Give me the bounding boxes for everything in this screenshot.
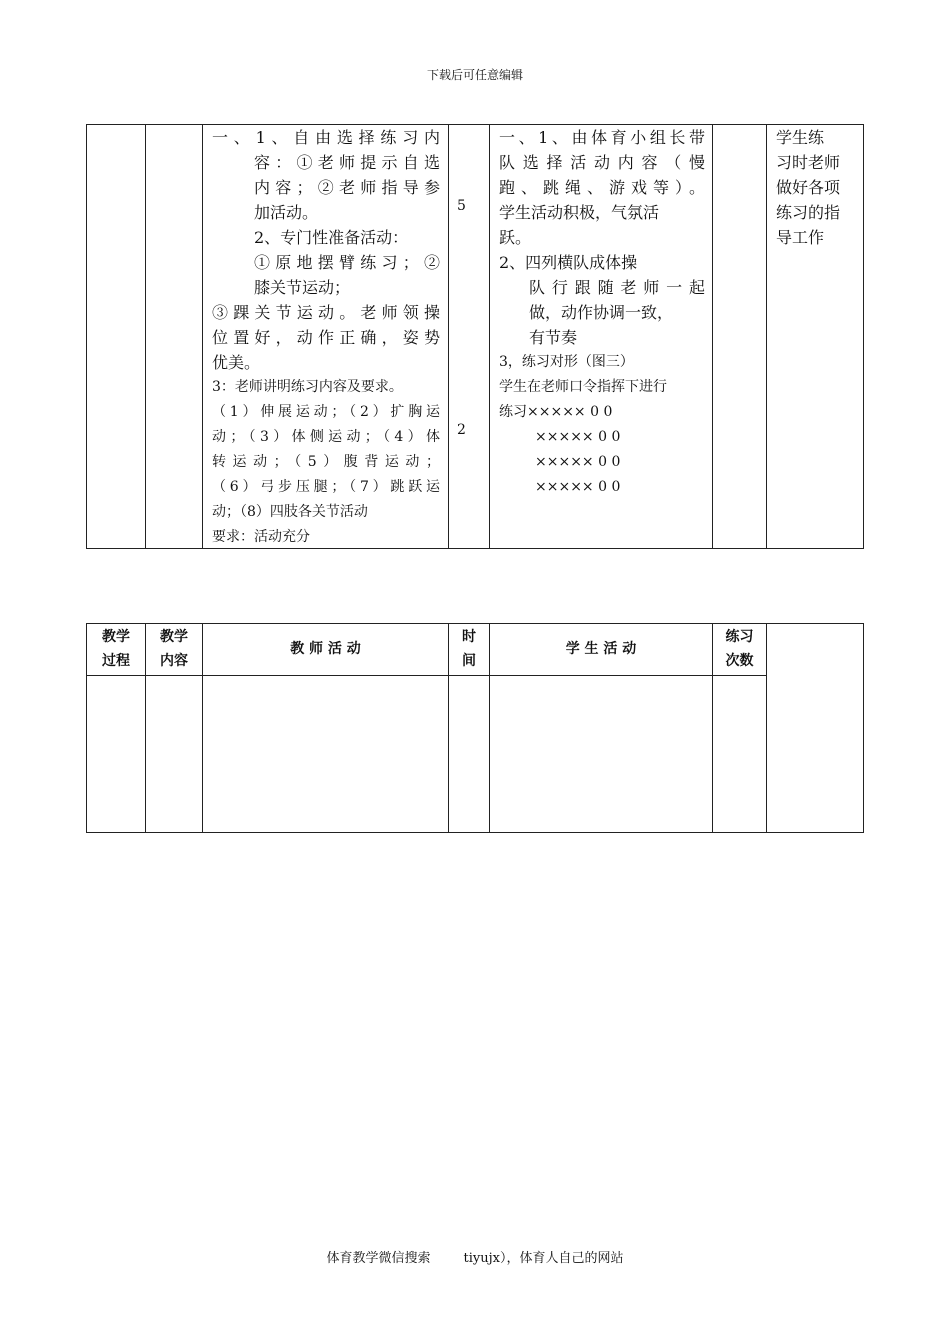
- time-value: 5: [457, 198, 466, 214]
- teacher-line: 内容；②老师指导参: [254, 178, 440, 197]
- student-line: 练习××××× 0 0: [499, 404, 613, 420]
- teacher-line: ①原地摆臂练习；②: [254, 253, 440, 272]
- teacher-line: 3：老师讲明练习内容及要求。: [212, 379, 403, 395]
- header-teaching-process: [87, 625, 145, 673]
- teacher-line: 动；（3）体侧运动；（4）体: [212, 429, 440, 445]
- header-practice-count: [713, 625, 766, 673]
- table1-col-line: [863, 124, 864, 549]
- header-teaching-content: [146, 625, 202, 673]
- student-line: 队选择活动内容（慢: [499, 153, 705, 172]
- teacher-line: 2、专门性准备活动：: [254, 228, 409, 247]
- table2-col-line: [863, 623, 864, 833]
- student-line: ××××× 0 0: [535, 454, 621, 470]
- table1-col-line: [489, 124, 490, 549]
- time-value: 2: [457, 422, 466, 438]
- table1-col-line: [712, 124, 713, 549]
- teacher-line: 膝关节运动；: [254, 278, 351, 297]
- teacher-line: 容：①老师提示自选: [254, 153, 440, 172]
- header-line: 教学: [102, 629, 130, 645]
- student-line: 学生在老师口令指挥下进行: [499, 379, 667, 395]
- header-teacher-activity: 教 师 活 动: [290, 641, 361, 657]
- table1-col-line: [766, 124, 767, 549]
- footer-right-text: tiyujx），体育人自己的网站: [463, 1251, 624, 1266]
- teacher-line: 位置好，动作正确，姿势: [212, 328, 440, 347]
- page-footer: [0, 1247, 950, 1266]
- teacher-line: 动；（8）四肢各关节活动: [212, 504, 368, 520]
- student-line: 学生活动积极，气氛活: [499, 203, 660, 222]
- footer-left-text: 体育教学微信搜索: [326, 1251, 431, 1266]
- table2-header-divider: [86, 675, 767, 676]
- teacher-line: 转运动；（5）腹背运动；: [212, 454, 440, 470]
- notes-cell: [776, 125, 860, 250]
- table1-col-line: [202, 124, 203, 549]
- table1-col-line: [145, 124, 146, 549]
- teacher-line: 要求：活动充分: [212, 529, 310, 545]
- header-line: 过程: [102, 653, 130, 669]
- student-line: 做，动作协调一致，: [529, 303, 674, 322]
- teacher-line: （1）伸展运动；（2）扩胸运: [212, 404, 440, 420]
- header-line: 时: [462, 629, 476, 645]
- notes-line: 做好各项: [776, 178, 841, 197]
- header-student-activity: 学 生 活 动: [565, 641, 637, 657]
- student-line: 有节奏: [529, 328, 578, 347]
- table2-col-line: [766, 623, 767, 833]
- student-line: 3，练习对形（图三）: [499, 354, 634, 370]
- table1-col-line: [448, 124, 449, 549]
- teacher-line: 优美。: [212, 353, 261, 372]
- teacher-activity-cell: [212, 125, 440, 550]
- header-line: 练习: [725, 629, 754, 645]
- student-line: 一、1、由体育小组长带: [499, 128, 705, 147]
- student-line: ××××× 0 0: [535, 479, 621, 495]
- page-header-note: 下载后可任意编辑: [426, 68, 523, 82]
- teacher-line: ③踝关节运动。老师领操: [212, 303, 440, 322]
- teacher-line: （6）弓步压腿；（7）跳跃运: [212, 479, 440, 495]
- teacher-line: 加活动。: [254, 203, 319, 222]
- student-line: 队行跟随老师一起: [529, 278, 705, 297]
- teacher-line: 一、1、自由选择练习内: [212, 128, 440, 147]
- notes-line: 习时老师: [776, 153, 841, 172]
- header-line: 次数: [725, 653, 754, 669]
- header-line: 内容: [160, 653, 188, 669]
- header-time: [449, 625, 489, 673]
- student-line: 跃。: [499, 228, 532, 247]
- notes-line: 导工作: [776, 228, 825, 247]
- header-line: 间: [462, 653, 476, 669]
- notes-line: 学生练: [776, 128, 825, 147]
- student-activity-cell: [499, 125, 705, 500]
- student-line: 2、四列横队成体操: [499, 253, 638, 272]
- student-line: ××××× 0 0: [535, 429, 621, 445]
- student-line: 跑、跳绳、游戏等）。: [499, 178, 705, 197]
- notes-line: 练习的指: [776, 203, 841, 222]
- header-line: 教学: [160, 629, 188, 645]
- table1-col-line: [86, 124, 87, 549]
